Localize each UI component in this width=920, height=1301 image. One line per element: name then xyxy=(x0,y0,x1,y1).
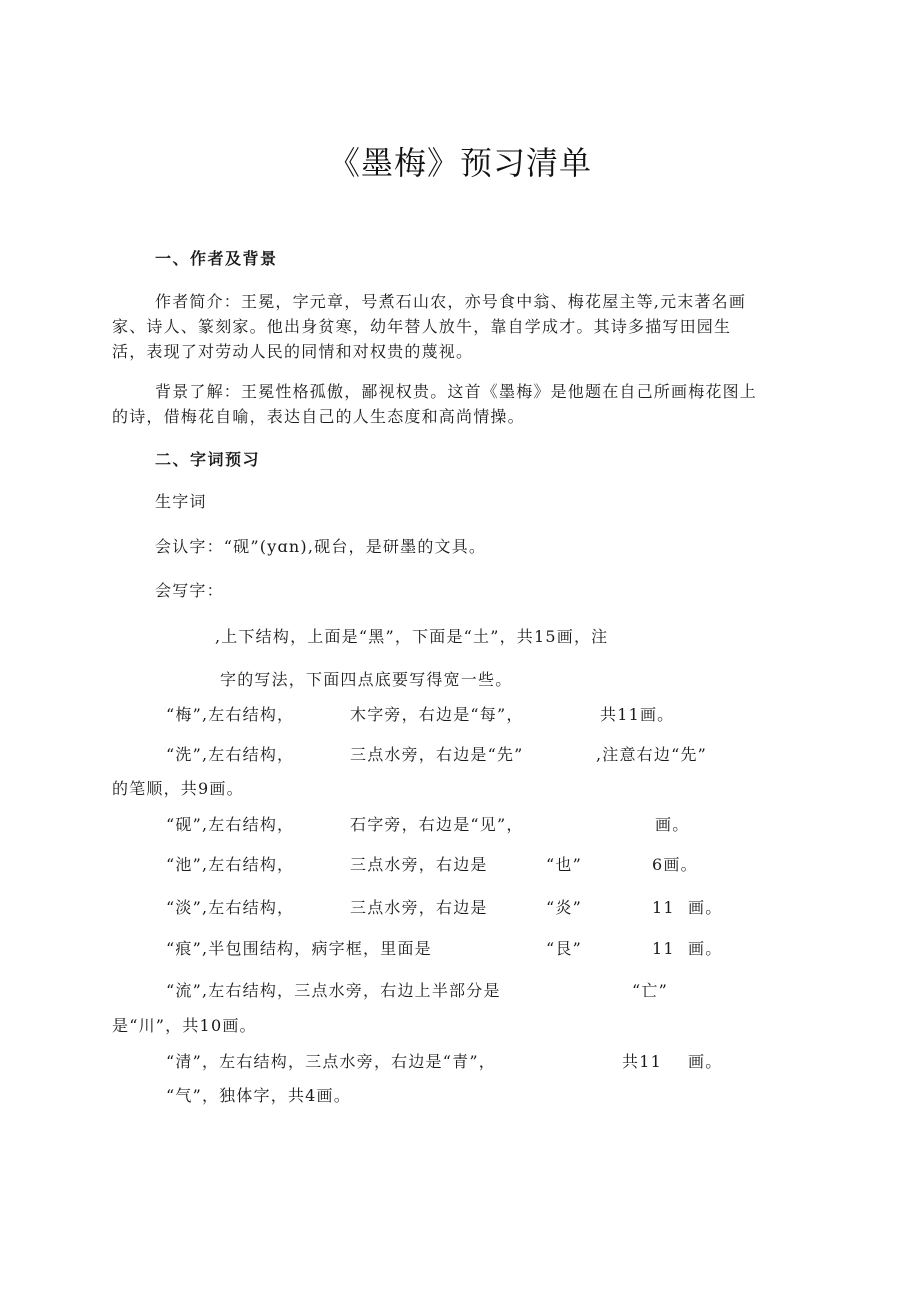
char-chi-structure: “池”,左右结构， xyxy=(166,855,295,874)
char-mo-line-1: ,上下结构，上面是“黑”，下面是“土”，共15画，注 xyxy=(215,627,609,646)
section-heading-author: 一、作者及背景 xyxy=(155,249,278,268)
char-qing-strokes-num: 共11 xyxy=(622,1052,662,1071)
background-line-1: 背景了解：王冕性格孤傲，鄙视权贵。这首《墨梅》是他题在自己所画梅花图上 xyxy=(155,382,758,401)
char-qi: “气”，独体字，共4画。 xyxy=(166,1086,351,1105)
char-mei-strokes: 共11画。 xyxy=(600,705,675,724)
section-heading-vocab: 二、字词预习 xyxy=(155,450,261,469)
char-liu-lower: 是“川”，共10画。 xyxy=(112,1016,257,1035)
char-dan-strokes-num: 11 xyxy=(652,898,675,917)
char-mei-structure: “梅”,左右结构， xyxy=(166,705,295,724)
char-hen-structure: “痕”,半包围结构，病字框，里面是 xyxy=(166,939,432,958)
char-xi-radical: 三点水旁，右边是“先” xyxy=(350,745,524,764)
char-hen-strokes-num: 11 xyxy=(652,939,675,958)
char-yan-strokes: 画。 xyxy=(655,815,690,834)
char-liu-upper: “亡” xyxy=(632,981,668,1000)
char-qing-strokes-unit: 画。 xyxy=(688,1052,723,1071)
char-hen-inner: “艮” xyxy=(546,939,582,958)
char-liu-structure: “流”,左右结构，三点水旁，右边上半部分是 xyxy=(166,981,501,1000)
char-dan-structure: “淡”,左右结构， xyxy=(166,898,295,917)
char-yan-radical: 石字旁，右边是“见”， xyxy=(350,815,524,834)
char-dan-strokes-unit: 画。 xyxy=(688,898,723,917)
char-chi-radical: 三点水旁，右边是 xyxy=(350,855,488,874)
char-mo-line-2: 字的写法，下面四点底要写得宽一些。 xyxy=(220,670,513,689)
char-chi-strokes: 6画。 xyxy=(652,855,698,874)
recognize-chars: 会认字：“砚”(yɑn),砚台，是研墨的文具。 xyxy=(155,537,487,556)
char-qing-structure: “清”，左右结构，三点水旁，右边是“青”， xyxy=(166,1052,496,1071)
char-dan-radical: 三点水旁，右边是 xyxy=(350,898,488,917)
char-yan-structure: “砚”,左右结构， xyxy=(166,815,295,834)
char-chi-right: “也” xyxy=(546,855,582,874)
char-hen-strokes-unit: 画。 xyxy=(688,939,723,958)
char-dan-right: “炎” xyxy=(546,898,582,917)
char-mei-radical: 木字旁，右边是“每”， xyxy=(350,705,524,724)
page-title: 《墨梅》预习清单 xyxy=(327,144,592,182)
author-intro-line-2: 家、诗人、篆刻家。他出身贫寒，幼年替人放牛，靠自学成才。其诗多描写田园生 xyxy=(112,317,732,336)
char-xi-structure: “洗”,左右结构， xyxy=(166,745,295,764)
vocab-subheading: 生字词 xyxy=(155,492,207,511)
background-line-2: 的诗，借梅花自喻，表达自己的人生态度和高尚情操。 xyxy=(112,407,525,426)
char-xi-strokes: 的笔顺，共9画。 xyxy=(112,779,244,798)
char-xi-note: ,注意右边“先” xyxy=(596,745,708,764)
author-intro-line-3: 活，表现了对劳动人民的同情和对权贵的蔑视。 xyxy=(112,342,474,361)
author-intro-line-1: 作者简介：王冕，字元章，号煮石山农，亦号食中翁、梅花屋主等,元末著名画 xyxy=(155,292,747,311)
write-chars-label: 会写字： xyxy=(155,581,224,600)
